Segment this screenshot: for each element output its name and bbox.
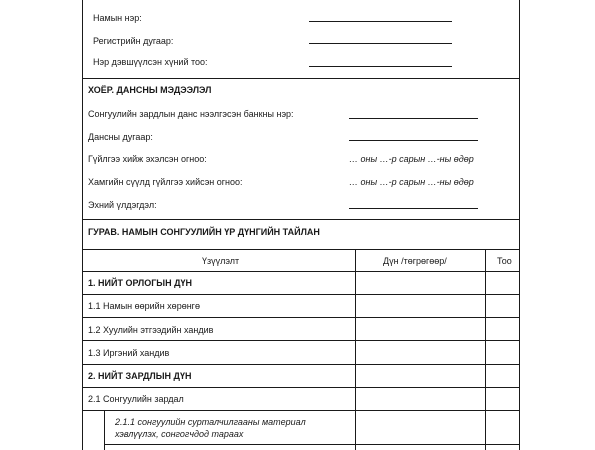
table-row-total-expenses: 2. НИЙТ ЗАРДЛЫН ДҮН [88,371,192,381]
row-divider [82,317,519,318]
nominee-count-label: Нэр дэвшүүлсэн хүний тоо: [93,57,208,67]
column-divider [355,249,356,450]
row-divider [82,387,519,388]
frame-right-border [519,0,520,450]
table-row-party-assets: 1.1 Намын өөрийн хөрөнгө [88,301,200,311]
frame-left-border [82,0,83,450]
party-name-label: Намын нэр: [93,13,142,23]
bank-name-label: Сонгуулийн зардлын данс нээлгэсэн банкны нэр: [88,109,294,119]
divider [82,219,519,220]
row-divider [82,294,519,295]
nominee-count-field[interactable] [309,66,452,67]
table-subrow-campaign-materials-line1: 2.1.1 сонгуулийн сурталчилгааны материал [115,417,306,427]
table-top-border [82,249,519,250]
table-row-election-expenses: 2.1 Сонгуулийн зардал [88,394,184,404]
column-header-indicator: Үзүүлэлт [202,256,240,266]
last-transaction-date[interactable]: … оны …-р сарын …-ны өдөр [349,177,474,187]
column-divider [485,249,486,450]
table-row-total-income: 1. НИЙТ ОРЛОГЫН ДҮН [88,278,193,288]
account-section-heading: ХОЁР. ДАНСНЫ МЭДЭЭЛЭЛ [88,85,212,95]
table-subrow-campaign-materials-line2: хэвлүүлэх, сонгогчдод тараах [115,429,244,439]
last-transaction-label: Хамгийн сүүлд гүйлгээ хийсэн огноо: [88,177,243,187]
column-header-count: Тоо [497,256,512,266]
report-section-heading: ГУРАВ. НАМЫН СОНГУУЛИЙН ҮР ДҮНГИЙН ТАЙЛАН [88,227,320,237]
row-divider [82,271,519,272]
row-divider [82,340,519,341]
row-divider [82,410,519,411]
row-divider [104,444,519,445]
first-transaction-date[interactable]: … оны …-р сарын …-ны өдөр [349,154,474,164]
opening-balance-label: Эхний үлдэгдэл: [88,200,157,210]
register-number-label: Регистрийн дугаар: [93,36,174,46]
register-number-field[interactable] [309,43,452,44]
bank-name-field[interactable] [349,118,478,119]
first-transaction-label: Гүйлгээ хийж эхэлсэн огноо: [88,154,207,164]
table-row-citizen-donations: 1.3 Иргэний хандив [88,348,170,358]
table-row-legal-donations: 1.2 Хуулийн этгээдийн хандив [88,325,214,335]
divider [82,78,519,79]
account-number-field[interactable] [349,140,478,141]
row-divider [82,364,519,365]
account-number-label: Дансны дугаар: [88,132,153,142]
column-header-amount: Дүн /төгрөгөөр/ [383,256,447,266]
opening-balance-field[interactable] [349,208,478,209]
party-name-field[interactable] [309,21,452,22]
